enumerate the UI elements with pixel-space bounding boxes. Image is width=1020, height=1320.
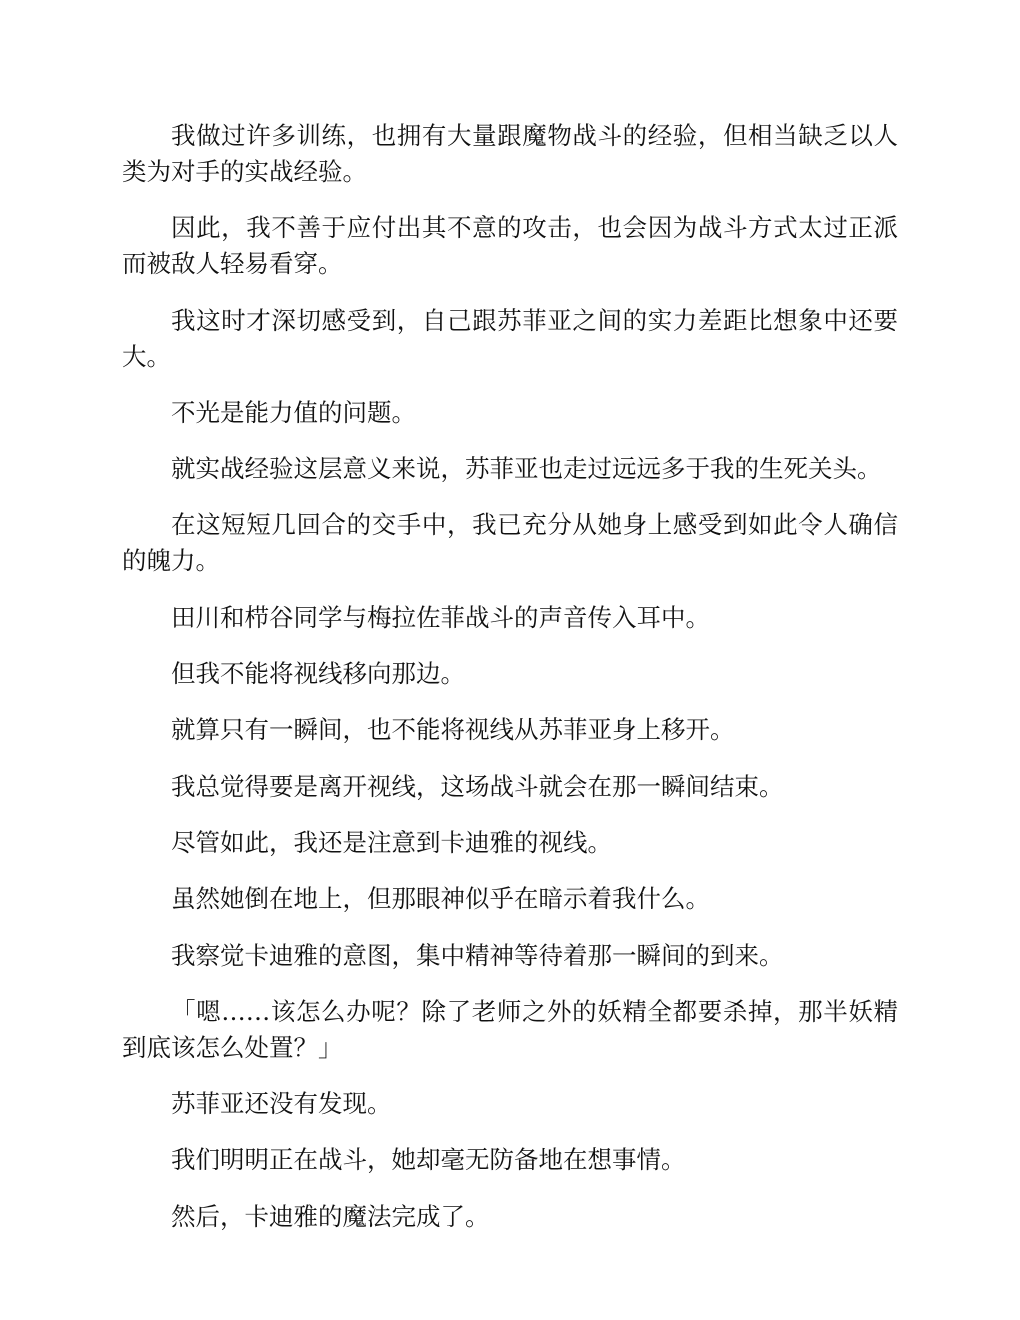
paragraph: 然后，卡迪雅的魔法完成了。	[171, 1201, 490, 1231]
paragraph: 就算只有一瞬间，也不能将视线从苏菲亚身上移开。	[171, 715, 735, 745]
paragraph: 我总觉得要是离开视线，这场战斗就会在那一瞬间结束。	[171, 771, 784, 801]
paragraph: 虽然她倒在地上，但那眼神似乎在暗示着我什么。	[171, 884, 710, 914]
paragraph: 但我不能将视线移向那边。	[171, 659, 465, 689]
document-body	[122, 118, 898, 1255]
paragraph: 不光是能力值的问题。	[171, 397, 416, 427]
paragraph: 「嗯……该怎么办呢？除了老师之外的妖精全都要杀掉，那半妖精到底该怎么处置？」	[122, 996, 898, 1062]
paragraph: 尽管如此，我还是注意到卡迪雅的视线。	[171, 827, 612, 857]
paragraph: 在这短短几回合的交手中，我已充分从她身上感受到如此令人确信的魄力。	[122, 510, 898, 576]
paragraph: 田川和栉谷同学与梅拉佐菲战斗的声音传入耳中。	[171, 602, 710, 632]
paragraph: 就实战经验这层意义来说，苏菲亚也走过远远多于我的生死关头。	[171, 454, 882, 484]
paragraph: 因此，我不善于应付出其不意的攻击，也会因为战斗方式太过正派而被敌人轻易看穿。	[122, 213, 898, 279]
paragraph: 我做过许多训练，也拥有大量跟魔物战斗的经验，但相当缺乏以人类为对手的实战经验。	[122, 121, 898, 186]
paragraph: 苏菲亚还没有发现。	[171, 1089, 392, 1119]
paragraph: 我察觉卡迪雅的意图，集中精神等待着那一瞬间的到来。	[171, 940, 784, 970]
paragraph: 我这时才深切感受到，自己跟苏菲亚之间的实力差距比想象中还要大。	[122, 305, 898, 371]
paragraph: 我们明明正在战斗，她却毫无防备地在想事情。	[171, 1145, 686, 1175]
